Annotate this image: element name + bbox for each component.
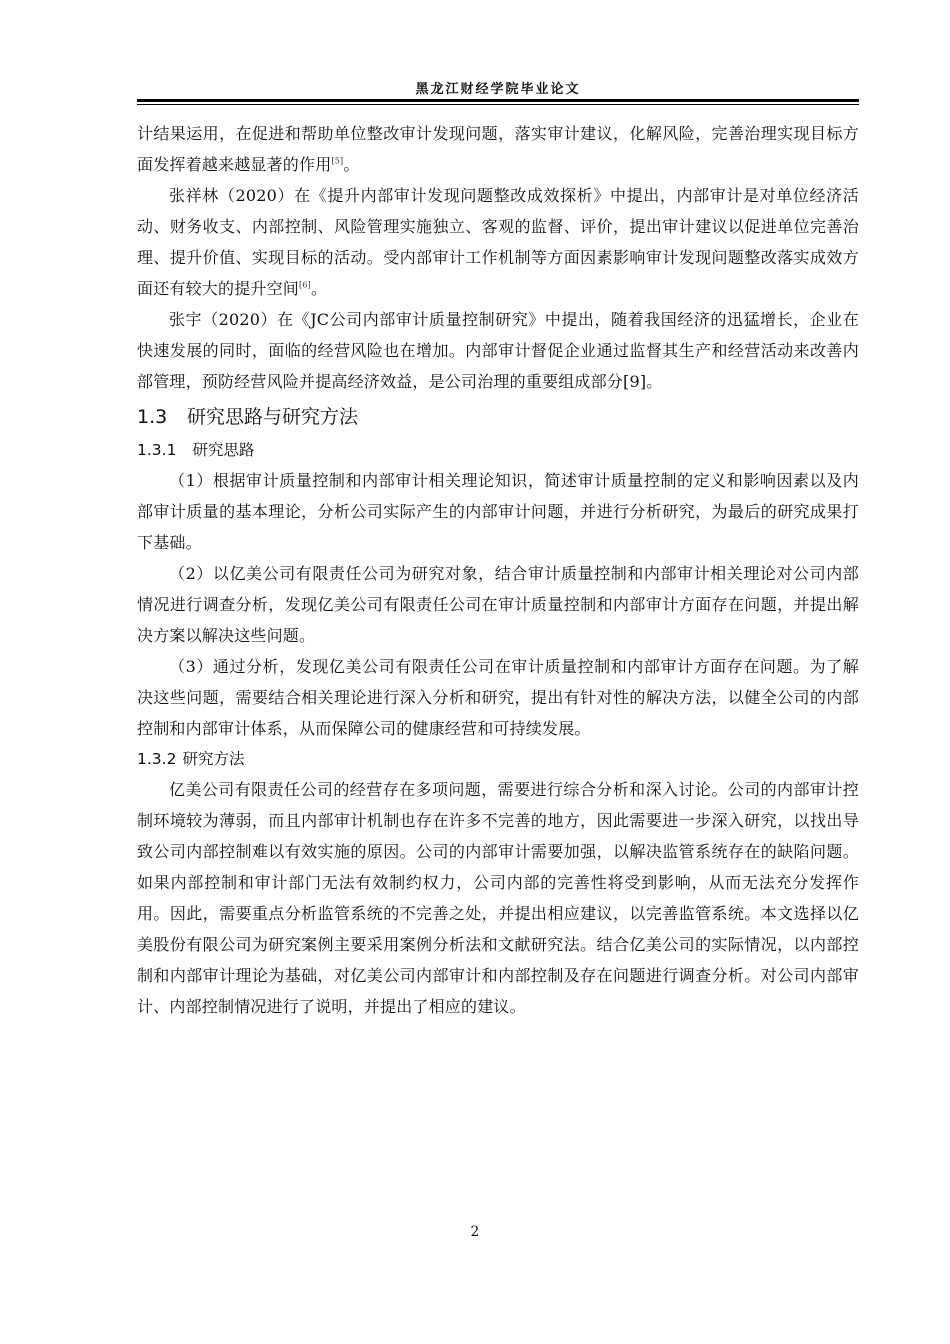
subsection-number: 1.3.2	[137, 750, 177, 768]
list-item: （2）以亿美公司有限责任公司为研究对象，结合审计质量控制和内部审计相关理论对公司内部情况进行调查分析，发现亿美公司有限责任公司在审计质量控制和内部审计方面存在问题，并提出解决方案以解决这些问题。	[137, 564, 859, 645]
list-item: （3）通过分析，发现亿美公司有限责任公司在审计质量控制和内部审计方面存在问题。为了解决这些问题，需要结合相关理论进行深入分析和研究，提出有针对性的解决方法，以健全公司的内部控制和内部审计体系，从而保障公司的健康经营和可持续发展。	[137, 657, 859, 738]
page-number: 2	[470, 1224, 480, 1240]
body-content	[137, 118, 859, 1022]
subsection-heading-1-3-1	[137, 435, 859, 465]
citation-ref: [6]	[299, 280, 311, 290]
paragraph-text: 张祥林（2020）在《提升内部审计发现问题整改成效探析》中提出，内部审计是对单位经济活动、财务收支、内部控制、风险管理实施独立、客观的监督、评价，提出审计建议以促进单位完善治理、提升价值、实现目标的活动。受内部审计工作机制等方面因素影响审计发现问题整改落实成效方面还有较大的提升空间	[137, 186, 859, 298]
paragraph-continued	[137, 118, 859, 180]
paragraph-end: 。	[310, 279, 328, 298]
subsection-number: 1.3.1	[137, 441, 177, 459]
subsection-heading-1-3-2	[137, 744, 859, 774]
section-number: 1.3	[137, 406, 168, 428]
paragraph-zhang-xianglin	[137, 180, 859, 304]
paragraph-end: 。	[343, 155, 360, 174]
list-item: （1）根据审计质量控制和内部审计相关理论知识，简述审计质量控制的定义和影响因素以及内部审计质量的基本理论，分析公司实际产生的内部审计问题，并进行分析研究，为最后的研究成果打下基础。	[137, 471, 859, 552]
header-rule-thick	[137, 99, 859, 102]
running-header: 黑龙江财经学院毕业论文	[415, 82, 581, 97]
header-rule-thin	[137, 104, 859, 105]
section-heading-1-3	[137, 399, 859, 435]
subsection-title: 研究思路	[192, 441, 255, 459]
paragraph-zhang-yu: 张宇（2020）在《JC公司内部审计质量控制研究》中提出，随着我国经济的迅猛增长，企业在快速发展的同时，面临的经营风险也在增加。内部审计督促企业通过监督其生产和经营活动来改善内部管理，预防经营风险并提高经济效益，是公司治理的重要组成部分[9]。	[137, 310, 859, 391]
subsection-title: 研究方法	[182, 750, 245, 768]
paragraph-text: 计结果运用，在促进和帮助单位整改审计发现问题，落实审计建议，化解风险，完善治理实现目标方面发挥着越来越显著的作用	[137, 124, 859, 174]
section-title: 研究思路与研究方法	[187, 406, 359, 428]
citation-ref: [5]	[331, 156, 344, 166]
paragraph-research-method: 亿美公司有限责任公司的经营存在多项问题，需要进行综合分析和深入讨论。公司的内部审计控制环境较为薄弱，而且内部审计机制也存在许多不完善的地方，因此需要进一步深入研究，以找出导致公司内部控制难以有效实施的原因。公司的内部审计需要加强，以解决监管系统存在的缺陷问题。如果内部控制和审计部门无法有效制约权力，公司内部的完善性将受到影响，从而无法充分发挥作用。因此，需要重点分析监管系统的不完善之处，并提出相应建议，以完善监管系统。本文选择以亿美股份有限公司为研究案例主要采用案例分析法和文献研究法。结合亿美公司的实际情况，以内部控制和内部审计理论为基础，对亿美公司内部审计和内部控制及存在问题进行调查分析。对公司内部审计、内部控制情况进行了说明，并提出了相应的建议。	[137, 780, 859, 1016]
